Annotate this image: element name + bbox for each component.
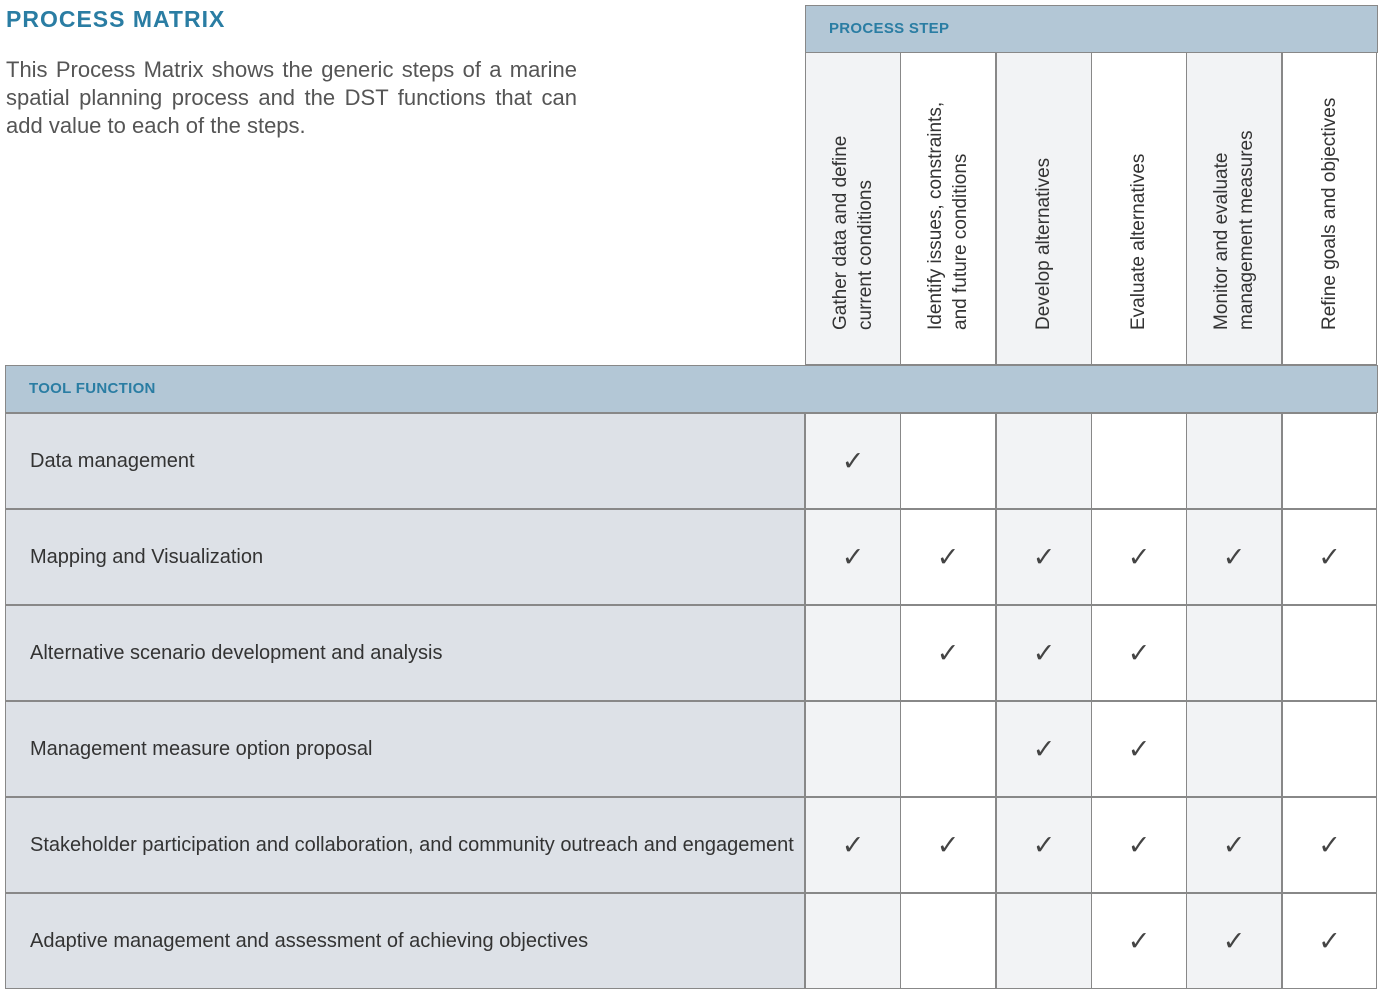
tool-function-row: [5, 605, 805, 701]
process-step-label: [1209, 70, 1259, 330]
matrix-cell-checked: [900, 605, 996, 701]
process-step-header-label: PROCESS STEP: [829, 20, 950, 37]
matrix-cell-checked: [996, 701, 1092, 797]
matrix-cell-empty: [1091, 413, 1187, 509]
tool-function-header: [5, 365, 1378, 413]
tool-function-row: [5, 701, 805, 797]
process-step-label-line: management measures: [1236, 130, 1257, 330]
check-icon: ✓: [1032, 637, 1056, 669]
matrix-cell-checked: [900, 797, 996, 893]
matrix-cell-checked: [996, 509, 1092, 605]
matrix-cell-checked: [1282, 893, 1377, 989]
check-icon: ✓: [1222, 925, 1246, 957]
tool-function-row: [5, 797, 805, 893]
process-step-label-line: current conditions: [855, 180, 876, 330]
process-step-label-line: Develop alternatives: [1033, 157, 1054, 330]
process-step-column: [996, 52, 1092, 365]
process-step-column: [1186, 52, 1282, 365]
check-icon: ✓: [841, 541, 865, 573]
check-icon: ✓: [1318, 541, 1341, 573]
process-step-label-line: Gather data and define: [830, 135, 851, 330]
matrix-cell-checked: [1091, 701, 1187, 797]
process-step-label-line: Monitor and evaluate: [1211, 152, 1232, 330]
matrix-cell-checked: [1186, 509, 1282, 605]
matrix-cell-checked: [1186, 893, 1282, 989]
check-icon: ✓: [1127, 541, 1151, 573]
matrix-cell-checked: [1091, 893, 1187, 989]
matrix-cell-checked: [1186, 797, 1282, 893]
matrix-cell-empty: [805, 701, 901, 797]
intro-paragraph: This Process Matrix shows the generic steps of a marine spatial planning process and the DST functions that can add value to each of the steps.: [6, 57, 577, 138]
process-step-label-line: and future conditions: [950, 153, 971, 330]
matrix-cell-empty: [1186, 413, 1282, 509]
matrix-cell-empty: [900, 893, 996, 989]
check-icon: ✓: [1222, 829, 1246, 861]
check-icon: ✓: [1318, 829, 1341, 861]
process-step-column: [1091, 52, 1187, 365]
matrix-cell-empty: [1186, 701, 1282, 797]
process-step-label: [828, 70, 878, 330]
matrix-cell-checked: [996, 605, 1092, 701]
matrix-cell-empty: [1282, 701, 1377, 797]
tool-function-row: [5, 413, 805, 509]
check-icon: ✓: [841, 829, 865, 861]
check-icon: ✓: [1318, 925, 1341, 957]
matrix-cell-empty: [805, 605, 901, 701]
matrix-cell-empty: [996, 413, 1092, 509]
matrix-cell-checked: [805, 797, 901, 893]
matrix-cell-checked: [1091, 509, 1187, 605]
process-step-column: [1282, 52, 1377, 365]
check-icon: ✓: [936, 541, 960, 573]
tool-function-header-label: TOOL FUNCTION: [29, 380, 156, 397]
process-step-label: [1317, 98, 1342, 330]
matrix-cell-empty: [900, 701, 996, 797]
process-step-label: [1126, 154, 1151, 330]
check-icon: ✓: [1032, 541, 1056, 573]
process-step-column: [805, 52, 901, 365]
matrix-cell-checked: [805, 413, 901, 509]
tool-function-label: Adaptive management and assessment of achieving objectives: [30, 929, 589, 952]
matrix-cell-empty: [1186, 605, 1282, 701]
matrix-cell-empty: [900, 413, 996, 509]
check-icon: ✓: [1127, 829, 1151, 861]
page-title: PROCESS MATRIX: [6, 6, 226, 32]
process-step-label-line: Refine goals and objectives: [1318, 97, 1340, 330]
check-icon: ✓: [1127, 637, 1151, 669]
check-icon: ✓: [936, 829, 960, 861]
tool-function-label: Alternative scenario development and analysis: [30, 641, 443, 664]
check-icon: ✓: [1127, 733, 1151, 765]
check-icon: ✓: [1222, 541, 1246, 573]
process-step-label: [1031, 158, 1056, 330]
process-step-column: [900, 52, 996, 365]
matrix-cell-empty: [996, 893, 1092, 989]
matrix-cell-checked: [805, 509, 901, 605]
matrix-cell-checked: [1091, 797, 1187, 893]
process-step-label-line: Identify issues, constraints,: [925, 101, 946, 330]
matrix-cell-checked: [1091, 605, 1187, 701]
check-icon: ✓: [1032, 733, 1056, 765]
matrix-cell-empty: [805, 893, 901, 989]
tool-function-label: Data management: [30, 449, 195, 472]
tool-function-label: Stakeholder participation and collaboration, and community outreach and engagement: [30, 833, 794, 856]
tool-function-row: [5, 893, 805, 989]
matrix-cell-checked: [900, 509, 996, 605]
tool-function-label: Mapping and Visualization: [30, 545, 264, 568]
check-icon: ✓: [1032, 829, 1056, 861]
matrix-cell-checked: [996, 797, 1092, 893]
process-step-header: [805, 5, 1378, 53]
check-icon: ✓: [936, 637, 960, 669]
matrix-cell-checked: [1282, 797, 1377, 893]
matrix-cell-checked: [1282, 509, 1377, 605]
process-step-label-line: Evaluate alternatives: [1128, 153, 1149, 330]
check-icon: ✓: [841, 445, 865, 477]
process-step-label: [923, 70, 973, 330]
tool-function-row: [5, 509, 805, 605]
tool-function-label: Management measure option proposal: [30, 737, 373, 760]
matrix-cell-empty: [1282, 413, 1377, 509]
matrix-cell-empty: [1282, 605, 1377, 701]
check-icon: ✓: [1127, 925, 1151, 957]
